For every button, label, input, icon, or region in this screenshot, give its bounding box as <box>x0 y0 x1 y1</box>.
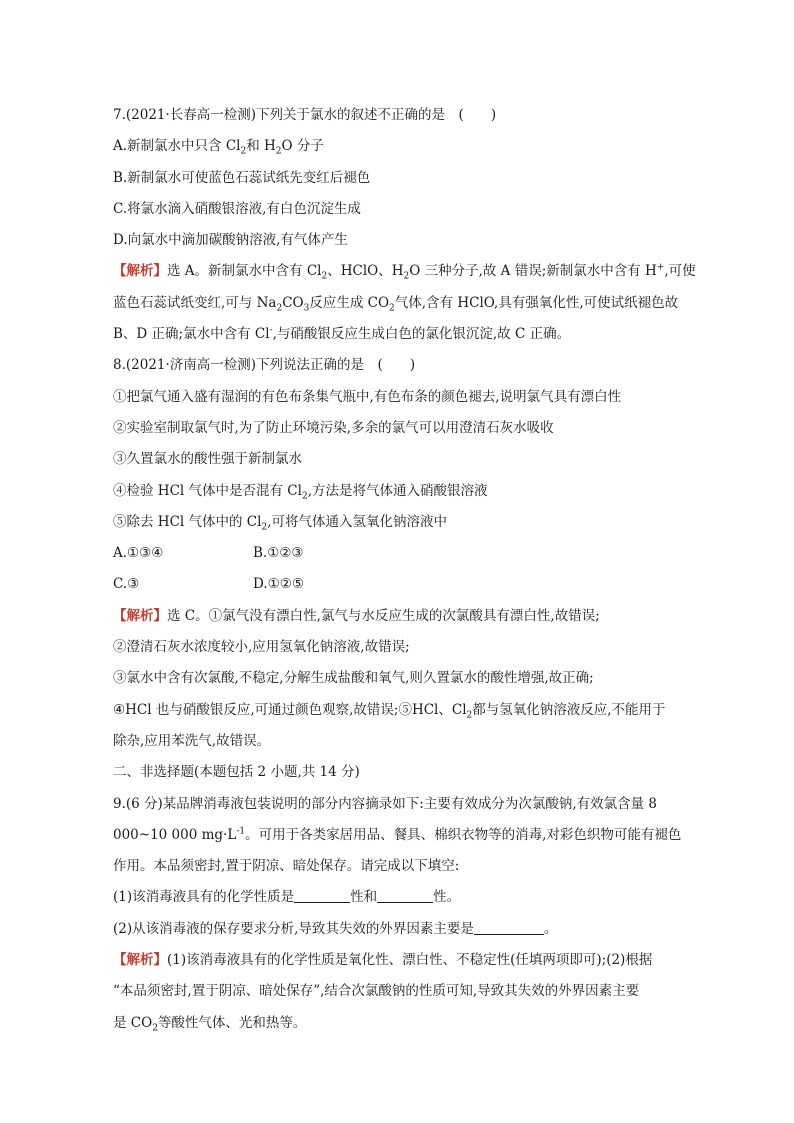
q9-part2: (2)从该消毒液的保存要求分析,导致其失效的外界因素主要是 。 <box>113 920 558 937</box>
q8-statement-1: ①把氯气通入盛有湿润的有色布条集气瓶中,有色布条的颜色褪去,说明氯气具有漂白性 <box>113 388 622 405</box>
q9-part1: (1)该消毒液具有的化学性质是 性和 性。 <box>113 889 461 906</box>
q9-stem-line1: 9.(6 分)某品牌消毒液包装说明的部分内容摘录如下:主要有效成分为次氯酸钠,有效氯含量 8 <box>113 795 658 812</box>
q8-statement-3: ③久置氯水的酸性强于新制氯水 <box>113 451 302 468</box>
q8-option-a: A.①③④ <box>113 545 164 562</box>
answer-blank[interactable] <box>294 888 350 903</box>
q9-analysis-line3: 是 $CO_2$等酸性气体、光和热等。 <box>113 1014 307 1034</box>
analysis-tag: 【解析】 <box>113 952 167 969</box>
analysis-tag: 【解析】 <box>113 607 167 624</box>
q8-stem: 8.(2021·济南高一检测)下列说法正确的是 ( ) <box>113 357 416 374</box>
q9-stem-line2: 000~10 000 $mg\cdot L^{-1}$。可用于各类家居用品、餐具、棉织衣物等的消毒,对彩色织物可能有褪色 <box>113 826 682 843</box>
answer-blank[interactable] <box>377 888 433 903</box>
q8-options-ab <box>113 538 683 569</box>
q9-stem-line3: 作用。本品须密封,置于阴凉、暗处保存。请完成以下填空: <box>113 858 460 875</box>
q8-analysis-line1: 【解析】选 C。①氯气没有漂白性,氯气与水反应生成的次氯酸具有漂白性,故错误; <box>113 607 600 624</box>
q8-analysis-line2: ②澄清石灰水浓度较小,应用氢氧化钠溶液,故错误; <box>113 639 410 656</box>
q7-analysis-line3: B、D 正确;氯水中含有 Cl-,与硝酸银反应生成白色的氯化银沉淀,故 C 正确。 <box>113 325 571 343</box>
q8-analysis-line4: ④HCl 也与硝酸银反应,可通过颜色观察,故错误;⑤HCl、$Cl_2$都与氢氧化钠溶液反应,不能用于 <box>113 701 666 721</box>
q8-option-b: B.①②③ <box>253 545 304 562</box>
q8-statement-5: ⑤除去 HCl 气体中的 $Cl_2$,可将气体通入氢氧化钠溶液中 <box>113 513 447 533</box>
q7-option-d: D.向氯水中滴加碳酸钠溶液,有气体产生 <box>113 232 348 249</box>
q7-analysis-line1: 【解析】选 A。新制氯水中含有 $Cl_2$、HClO、$H_2O$ 三种分子,故 A 错误;新制氯水中含有 H+,可使 <box>113 262 696 283</box>
q8-statement-4: ④检验 HCl 气体中是否混有 $Cl_2$,方法是将气体通入硝酸银溶液 <box>113 482 488 502</box>
q8-option-d: D.①②⑤ <box>253 576 304 593</box>
q8-analysis-line3: ③氯水中含有次氯酸,不稳定,分解生成盐酸和氧气,则久置氯水的酸性增强,故正确; <box>113 670 594 687</box>
q9-analysis-line2: “本品须密封,置于阴凉、暗处保存”,结合次氯酸钠的性质可知,导致其失效的外界因素主要 <box>113 983 640 1000</box>
q7-analysis-line2: 蓝色石蕊试纸变红,可与 $Na_2CO_3$反应生成 $CO_2$气体,含有 HClO,具有强氧化性,可使试纸褪色故 <box>113 294 679 314</box>
q8-options-cd <box>113 569 683 600</box>
q8-statement-2: ②实验室制取氯气时,为了防止环境污染,多余的氯气可以用澄清石灰水吸收 <box>113 419 554 436</box>
q8-option-c: C.③ <box>113 576 140 593</box>
analysis-tag: 【解析】 <box>113 263 167 280</box>
document-page <box>113 100 696 1039</box>
q7-stem: 7.(2021·长春高一检测)下列关于氯水的叙述不正确的是 ( ) <box>113 107 497 123</box>
section-heading: 二、非选择题(本题包括 2 小题,共 14 分) <box>113 764 360 781</box>
answer-blank[interactable] <box>474 920 544 935</box>
q7-option-c: C.将氯水滴入硝酸银溶液,有白色沉淀生成 <box>113 200 361 217</box>
q8-analysis-line5: 除杂,应用苯洗气,故错误。 <box>113 732 271 749</box>
q9-analysis-line1: 【解析】(1)该消毒液具有的化学性质是氧化性、漂白性、不稳定性(任填两项即可);(2)根据 <box>113 952 653 969</box>
q7-option-a: A.新制氯水中只含 $Cl_2$和 $H_2O$ 分子 <box>113 138 324 157</box>
q7-option-b: B.新制氯水可使蓝色石蕊试纸先变红后褪色 <box>113 169 371 186</box>
